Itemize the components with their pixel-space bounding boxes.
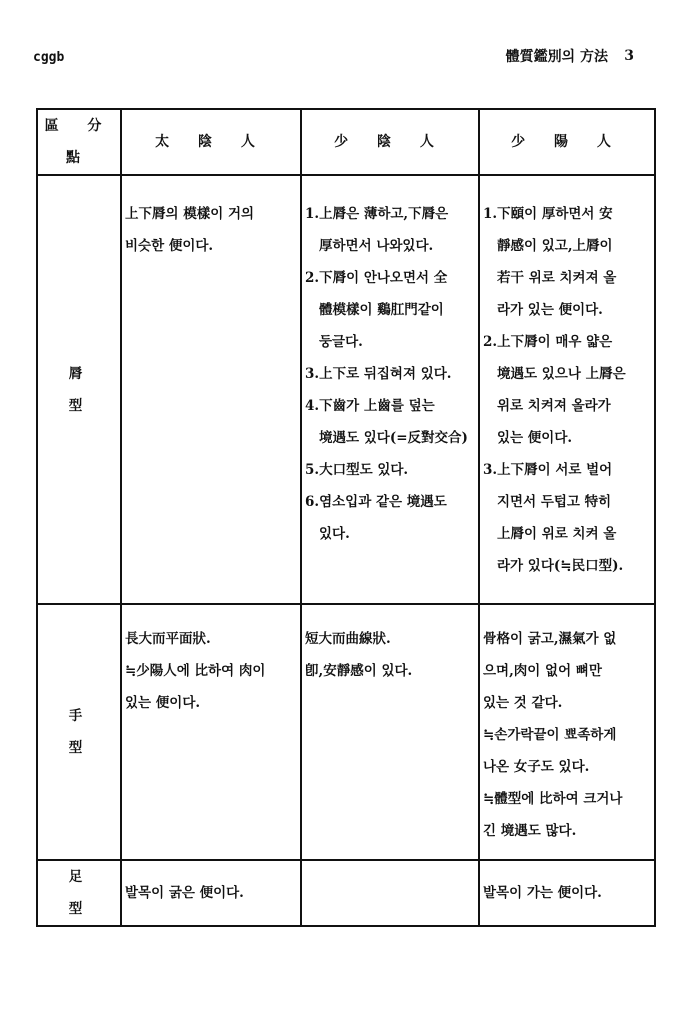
cell-foot-soyang: [479, 860, 655, 926]
cell-hand-soeum: [301, 604, 479, 860]
cell-line: 2.下脣이 안나오면서 全: [305, 270, 448, 286]
cell-line: 長大而平面狀.: [125, 631, 211, 647]
cell-line: 있는 便이다.: [497, 430, 573, 446]
cell-line: 2.上下脣이 매우 얇은: [483, 334, 613, 350]
table-header-row: [37, 109, 655, 175]
cell-line: 으며,肉이 없어 뼈만: [483, 663, 602, 679]
cell-lip-soyang: [479, 175, 655, 604]
cell-line: 骨格이 굵고,濕氣가 없: [483, 631, 617, 647]
row-label-lip: 脣 型: [37, 175, 121, 604]
cell-line: 지면서 두텁고 特히: [497, 494, 612, 510]
row-label-foot: 足 型: [37, 860, 121, 926]
table-row-lip: [37, 175, 655, 604]
cell-line: 境遇도 있으나 上脣은: [497, 366, 626, 382]
cell-line: 둥글다.: [319, 334, 363, 350]
cell-line: 上脣이 위로 치켜 올: [497, 526, 617, 542]
cell-line: 境遇도 있다(=反對交合): [319, 430, 468, 446]
header-taeeum: 太 陰 人: [121, 109, 301, 175]
header-code: cggb: [33, 50, 65, 65]
cell-hand-taeeum: [121, 604, 301, 860]
cell-line: ≒손가락끝이 뾰족하게: [483, 727, 617, 743]
constitution-table: [36, 108, 656, 927]
header-soeum: 少 陰 人: [301, 109, 479, 175]
cell-line: 4.下齒가 上齒를 덮는: [305, 398, 435, 414]
cell-line: 나온 女子도 있다.: [483, 759, 590, 775]
cell-hand-soyang: [479, 604, 655, 860]
cell-line: 위로 치켜져 올라가: [497, 398, 611, 414]
cell-line: 라가 있는 便이다.: [497, 302, 603, 318]
cell-line: 卽,安靜感이 있다.: [305, 663, 413, 679]
cell-line: 발목이 가는 便이다.: [483, 885, 602, 901]
cell-foot-soeum: [301, 860, 479, 926]
cell-line: 靜感이 있고,上脣이: [497, 238, 613, 254]
cell-line: 긴 境遇도 많다.: [483, 823, 577, 839]
cell-line: 厚하면서 나와있다.: [319, 238, 434, 254]
cell-line: 5.大口型도 있다.: [305, 462, 409, 478]
cell-line: 3.上下로 뒤집혀져 있다.: [305, 366, 452, 382]
page-heading: 體質鑑別의 方法: [505, 49, 608, 65]
cell-lip-soeum: [301, 175, 479, 604]
cell-line: 體模樣이 鷄肛門같이: [319, 302, 444, 318]
cell-line: 발목이 굵은 便이다.: [125, 885, 244, 901]
cell-lip-taeeum: [121, 175, 301, 604]
cell-foot-taeeum: [121, 860, 301, 926]
table-row-foot: [37, 860, 655, 926]
cell-line: 있는 것 같다.: [483, 695, 563, 711]
cell-line: ≒少陽人에 比하여 肉이: [125, 663, 266, 679]
page-number: 3: [624, 48, 634, 64]
cell-line: 있는 便이다.: [125, 695, 201, 711]
cell-line: 6.염소입과 같은 境遇도: [305, 494, 447, 510]
cell-line: 있다.: [319, 526, 350, 542]
cell-line: 3.上下脣이 서로 벌어: [483, 462, 613, 478]
cell-line: 비슷한 便이다.: [125, 238, 214, 254]
cell-line: 1.下頤이 厚하면서 安: [483, 206, 613, 222]
header-soyang: 少 陽 人: [479, 109, 655, 175]
cell-line: 若干 위로 치켜져 올: [497, 270, 617, 286]
cell-line: 上下脣의 模樣이 거의: [125, 206, 255, 222]
cell-line: ≒體型에 比하여 크거나: [483, 791, 623, 807]
cell-line: 短大而曲線狀.: [305, 631, 391, 647]
row-label-hand: 手 型: [37, 604, 121, 860]
header-category: 區 分 點: [37, 109, 121, 175]
cell-line: 라가 있다(≒民口型).: [497, 558, 624, 574]
table-row-hand: [37, 604, 655, 860]
cell-line: 1.上脣은 薄하고,下脣은: [305, 206, 449, 222]
